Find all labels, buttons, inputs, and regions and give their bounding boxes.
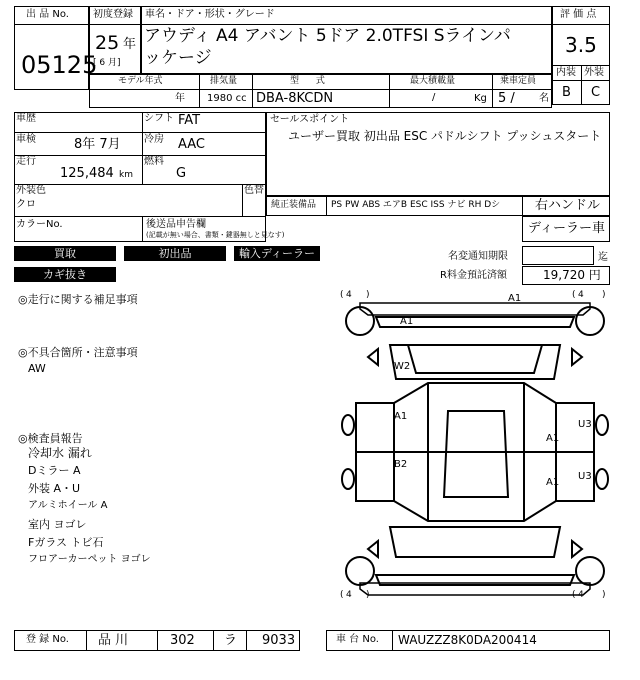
- model-type-value: DBA-8KCDN: [256, 91, 334, 106]
- interior-label: 内装: [556, 67, 576, 78]
- post-equipment-label: 後送品申告欄: [146, 219, 206, 230]
- corner-top-right-value: 4: [578, 290, 584, 300]
- inspection-label: 車検: [16, 134, 36, 145]
- fuel-label: 燃料: [144, 156, 164, 167]
- equipment-items: PS PW ABS エアB ESC ISS ナビ RH Dシ: [331, 200, 501, 210]
- reg-number: 9033: [262, 633, 296, 648]
- model-type-label: 型 式: [290, 76, 325, 86]
- corner-mark-top-right: (: [572, 290, 576, 300]
- corner-mark-bottom-right: (: [572, 590, 576, 600]
- car-name-label: 車名・ドア・形状・グレード: [145, 9, 275, 20]
- max-load-label: 最大積載量: [410, 76, 456, 86]
- first-reg-label: 初度登録: [93, 9, 133, 20]
- post-equipment-note: (記載が無い場合、書類・鍵器無しと見なす): [146, 231, 285, 239]
- vin-value: WAUZZZ8K0DA200414: [398, 633, 537, 647]
- corner-bottom-right-value: 4: [578, 590, 584, 600]
- ac-label: 冷房: [144, 134, 164, 145]
- lot-label: 出 品 No.: [26, 9, 69, 20]
- capacity-label: 乗車定員: [500, 76, 537, 86]
- corner-mark-top-right: ): [602, 290, 606, 300]
- inspector-label: ◎検査員報告: [18, 432, 83, 445]
- exterior-label: 外装: [584, 67, 604, 78]
- max-load-unit: Kg: [474, 93, 487, 104]
- mileage-unit: km: [119, 170, 133, 180]
- rating-label: 評 価 点: [560, 9, 597, 20]
- damage-mark: B2: [394, 459, 408, 470]
- interior-grade: B: [562, 85, 571, 100]
- first-reg-year: 25: [95, 32, 120, 54]
- corner-mark-bottom-left: (: [340, 590, 344, 600]
- inspector-item: Fガラス トビ石: [28, 536, 104, 549]
- damage-mark: U3: [578, 471, 592, 482]
- shift-label: シフト: [144, 113, 174, 124]
- car-damage-diagram: [338, 287, 612, 603]
- capacity-value: 5 /: [498, 91, 515, 106]
- inspection-value: 8年 7月: [74, 137, 121, 152]
- inspector-item: アルミホイール A: [28, 500, 108, 511]
- lot-number: 05125: [21, 51, 98, 79]
- damage-mark: A1: [394, 411, 408, 422]
- capacity-unit: 名: [539, 93, 549, 104]
- inspector-item: 冷却水 漏れ: [28, 446, 92, 460]
- recycle-value: 19,720 円: [543, 268, 601, 282]
- damage-mark: A1: [546, 433, 560, 444]
- sales-points-text: ユーザー買取 初出品 ESC パドルシフト プッシュスタート: [288, 129, 602, 143]
- badge-import-dealer: 輸入ディーラー: [234, 246, 320, 261]
- car-name-line1: アウディ A4 アバント 5ドア 2.0TFSI Sラインパ: [144, 26, 511, 46]
- sales-points-label: セールスポイント: [270, 114, 350, 125]
- dealer-type: ディーラー車: [528, 221, 605, 236]
- recycle-label: R料金預託済額: [440, 270, 507, 281]
- reg-area: 品 川: [98, 633, 129, 648]
- fuel-value: G: [176, 166, 187, 181]
- year-unit: 年: [123, 37, 137, 52]
- badge-key-removed: カギ抜き: [14, 267, 116, 282]
- defects-label: ◎不具合箇所・注意事項: [18, 346, 138, 359]
- corner-mark-bottom-right: ): [602, 590, 606, 600]
- badge-first-listing: 初出品: [124, 246, 226, 261]
- first-reg-month: [ 6 月]: [93, 58, 121, 68]
- steering-side: 右ハンドル: [535, 198, 601, 213]
- mileage-label: 走行: [16, 156, 36, 167]
- damage-mark: U3: [578, 419, 592, 430]
- defect-item: AW: [28, 362, 46, 375]
- color-value: クロ: [16, 199, 36, 210]
- color-no-label: カラーNo.: [16, 219, 63, 230]
- name-change-box: [522, 246, 594, 265]
- equipment-label: 純正装備品: [271, 200, 317, 210]
- reg-kana: ラ: [224, 633, 238, 648]
- max-load-value: /: [432, 92, 436, 103]
- driving-notes-label: ◎走行に関する補足事項: [18, 293, 138, 306]
- car-name-line2: ッケージ: [144, 48, 212, 68]
- corner-mark-top-left: ): [366, 290, 370, 300]
- color-label: 外装色: [16, 185, 46, 196]
- mileage-value: 125,484: [60, 166, 114, 181]
- history-label: 車歴: [16, 113, 36, 124]
- damage-mark: W2: [394, 361, 411, 372]
- shift-value: FAT: [178, 113, 201, 128]
- model-year-label: モデル年式: [118, 76, 163, 86]
- inspector-item: 室内 ヨゴレ: [28, 518, 87, 531]
- corner-top-left-value: 4: [346, 290, 352, 300]
- displacement-value: 1980 cc: [207, 93, 247, 104]
- damage-mark: A1: [546, 477, 560, 488]
- inspector-item: 外装 A・U: [28, 482, 81, 495]
- vin-label: 車 台 No.: [336, 634, 379, 645]
- displacement-label: 排気量: [210, 76, 238, 86]
- model-year-unit: 年: [175, 93, 185, 104]
- name-change-suffix: 迄: [598, 252, 608, 263]
- corner-mark-bottom-left: ): [366, 590, 370, 600]
- reg-label: 登 録 No.: [26, 634, 69, 645]
- inspector-item: フロアーカーペット ヨゴレ: [28, 554, 151, 565]
- rating-value: 3.5: [565, 33, 597, 57]
- exterior-grade: C: [591, 85, 601, 100]
- name-change-label: 名変通知期限: [448, 251, 508, 262]
- badge-buyback: 買取: [14, 246, 116, 261]
- corner-mark-top-left: (: [340, 290, 344, 300]
- inspector-item: Dミラー A: [28, 464, 81, 477]
- repaint-label: 色替: [244, 185, 264, 196]
- reg-class: 302: [170, 633, 195, 648]
- damage-mark: A1: [508, 293, 522, 304]
- damage-mark: A1: [400, 316, 414, 327]
- ac-value: AAC: [178, 137, 205, 152]
- corner-bottom-left-value: 4: [346, 590, 352, 600]
